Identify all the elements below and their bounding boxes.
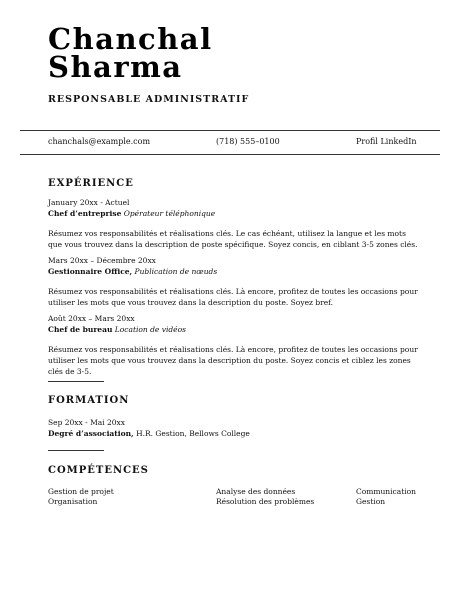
contact-email[interactable]: chanchals@example.com [48, 137, 151, 146]
job-date: Août 20xx – Mars 20xx [48, 314, 135, 323]
contact-linkedin[interactable]: Profil LinkedIn [356, 137, 417, 146]
experience-heading: EXPÉRIENCE [48, 178, 134, 189]
candidate-name [48, 22, 428, 84]
job-role: RESPONSABLE ADMINISTRATIF [48, 94, 250, 105]
job-entry [48, 197, 418, 250]
skills-heading: COMPÉTENCES [48, 465, 149, 476]
last-name: Sharma [48, 50, 183, 84]
job-company: Opérateur téléphonique [123, 209, 216, 218]
education-heading: FORMATION [48, 395, 130, 406]
job-title: Gestionnaire Office, [48, 267, 133, 276]
education-degree: Degré d’association, [48, 429, 134, 438]
job-description: Résumez vos responsabilités et réalisations clés. Là encore, profitez de toutes les occasions pour utiliser les mots que vous trouvez dans la description du poste. Soyez concis et ciblez les zones clés de 3-5. [48, 345, 418, 376]
job-company: Publication de nœuds [134, 267, 218, 276]
job-title-line [48, 324, 418, 335]
education-entry [48, 417, 250, 439]
contact-phone: (718) 555–0100 [216, 137, 280, 146]
job-entry [48, 255, 418, 308]
contact-top-divider [20, 130, 440, 131]
education-school: H.R. Gestion, Bellows College [136, 429, 250, 438]
job-description: Résumez vos responsabilités et réalisations clés. Là encore, profitez de toutes les occasions pour utiliser les mots que vous trouvez dans la description du poste. Soyez bref. [48, 287, 418, 307]
job-date: Mars 20xx – Décembre 20xx [48, 256, 156, 265]
job-date: January 20xx - Actuel [48, 198, 130, 207]
skill-item: Organisation [48, 497, 98, 506]
job-title-line [48, 266, 418, 277]
education-date: Sep 20xx - Mai 20xx [48, 418, 126, 427]
job-title-line [48, 208, 418, 219]
section-divider [48, 450, 104, 451]
job-company: Location de vidéos [114, 325, 186, 334]
skill-item: Communication [356, 487, 416, 496]
skill-item: Gestion de projet [48, 487, 114, 496]
contact-bottom-divider [20, 154, 440, 155]
skill-item: Analyse des données [216, 487, 296, 496]
job-title: Chef de bureau [48, 325, 113, 334]
first-name: Chanchal [48, 22, 213, 56]
job-entry [48, 313, 418, 377]
job-description: Résumez vos responsabilités et réalisations clés. Le cas échéant, utilisez la langue et les mots que vous trouvez dans la description de poste spécifique. Soyez concis, en ciblant 3-5 zones clés. [48, 229, 418, 249]
skill-item: Gestion [356, 497, 386, 506]
skill-item: Résolution des problèmes [216, 497, 315, 506]
education-line [48, 428, 250, 439]
section-divider [48, 381, 104, 382]
job-title: Chef d’entreprise [48, 209, 122, 218]
